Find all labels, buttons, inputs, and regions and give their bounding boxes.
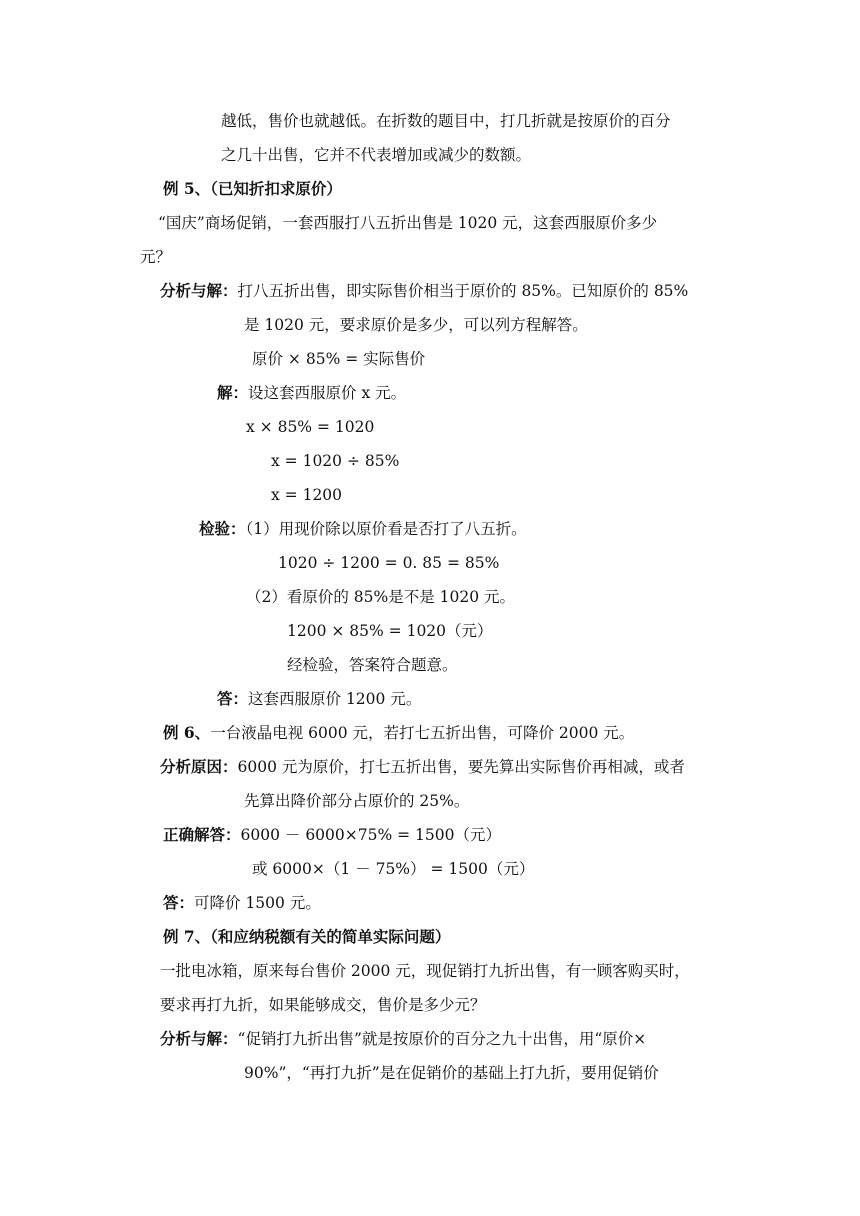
analysis-label: 分析与解：: [160, 281, 238, 300]
check-label: 检验：: [199, 519, 246, 538]
equation-1: x × 85% = 1020: [246, 418, 375, 436]
example-6-heading: 例 6、: [163, 723, 211, 742]
example-6-line: [163, 722, 634, 744]
intro-line-2: 之几十出售，它并不代表增加或减少的数额。: [221, 146, 532, 164]
example-6-reason-line-2: 先算出降价部分占原价的 25%。: [244, 792, 470, 810]
equation-2: x = 1020 ÷ 85%: [271, 452, 400, 470]
example-5-relation: 原价 × 85% = 实际售价: [252, 350, 426, 368]
answer-text: 这套西服原价 1200 元。: [248, 690, 422, 708]
correct-text-1: 6000 － 6000×75% = 1500（元）: [240, 826, 501, 844]
reason-text: 6000 元为原价，打七五折出售，要先算出实际售价再相减，或者: [237, 758, 685, 776]
analysis-label: 分析与解：: [160, 1029, 238, 1048]
check-conclusion: 经检验，答案符合题意。: [287, 656, 458, 674]
example-5-analysis-line-2: 是 1020 元，要求原价是多少，可以列方程解答。: [244, 316, 588, 334]
example-7-problem-line-2: 要求再打九折，如果能够成交，售价是多少元？: [160, 996, 486, 1014]
reason-label: 分析原因：: [160, 757, 238, 776]
analysis-text: “促销打九折出售”就是按原价的百分之九十出售，用“原价×: [237, 1030, 647, 1048]
check-1-calculation: 1020 ÷ 1200 = 0. 85 = 85%: [278, 554, 500, 572]
example-5-solve-line: [217, 382, 406, 404]
equation-3: x = 1200: [271, 486, 343, 504]
solve-label: 解：: [217, 383, 249, 402]
example-5-analysis-line-1: [160, 280, 688, 302]
example-6-answer: [163, 892, 321, 914]
analysis-text: 打八五折出售，即实际售价相当于原价的 85%。已知原价的 85%: [237, 282, 689, 300]
check-2-calculation: 1200 × 85% = 1020（元）: [287, 622, 493, 640]
solve-text: 设这套西服原价 x 元。: [248, 384, 407, 402]
example-5-answer: [217, 688, 421, 710]
example-5-heading: 例 5、（已知折扣求原价）: [163, 179, 342, 198]
example-5-check-line-1: [199, 518, 527, 540]
example-7-problem-line-1: 一批电冰箱，原来每台售价 2000 元，现促销打九折出售，有一顾客购买时，: [160, 962, 690, 980]
check-1-text: （1）用现价除以原价看是否打了八五折。: [245, 520, 527, 538]
example-6-correct-line-1: [163, 824, 501, 846]
correct-label: 正确解答：: [163, 825, 241, 844]
example-7-analysis-line-1: [160, 1028, 646, 1050]
answer-label: 答：: [217, 689, 249, 708]
example-6-reason-line-1: [160, 756, 685, 778]
answer-text: 可降价 1500 元。: [194, 894, 321, 912]
answer-label: 答：: [163, 893, 195, 912]
intro-line-1: 越低，售价也就越低。在折数的题目中，打几折就是按原价的百分: [221, 112, 671, 130]
example-7-heading: 例 7、（和应纳税额有关的简单实际问题）: [163, 927, 451, 946]
example-5-problem-line-2: 元？: [140, 248, 172, 266]
check-2-text: （2）看原价的 85%是不是 1020 元。: [246, 588, 516, 606]
example-5-problem-line-1: “国庆”商场促销，一套西服打八五折出售是 1020 元，这套西服原价多少: [158, 214, 658, 232]
example-6-text: 一台液晶电视 6000 元，若打七五折出售，可降价 2000 元。: [210, 724, 635, 742]
example-7-analysis-line-2: 90%”，“再打九折”是在促销价的基础上打九折，要用促销价: [244, 1064, 659, 1082]
example-6-correct-line-2: 或 6000×（1 － 75%） = 1500（元）: [252, 860, 535, 878]
